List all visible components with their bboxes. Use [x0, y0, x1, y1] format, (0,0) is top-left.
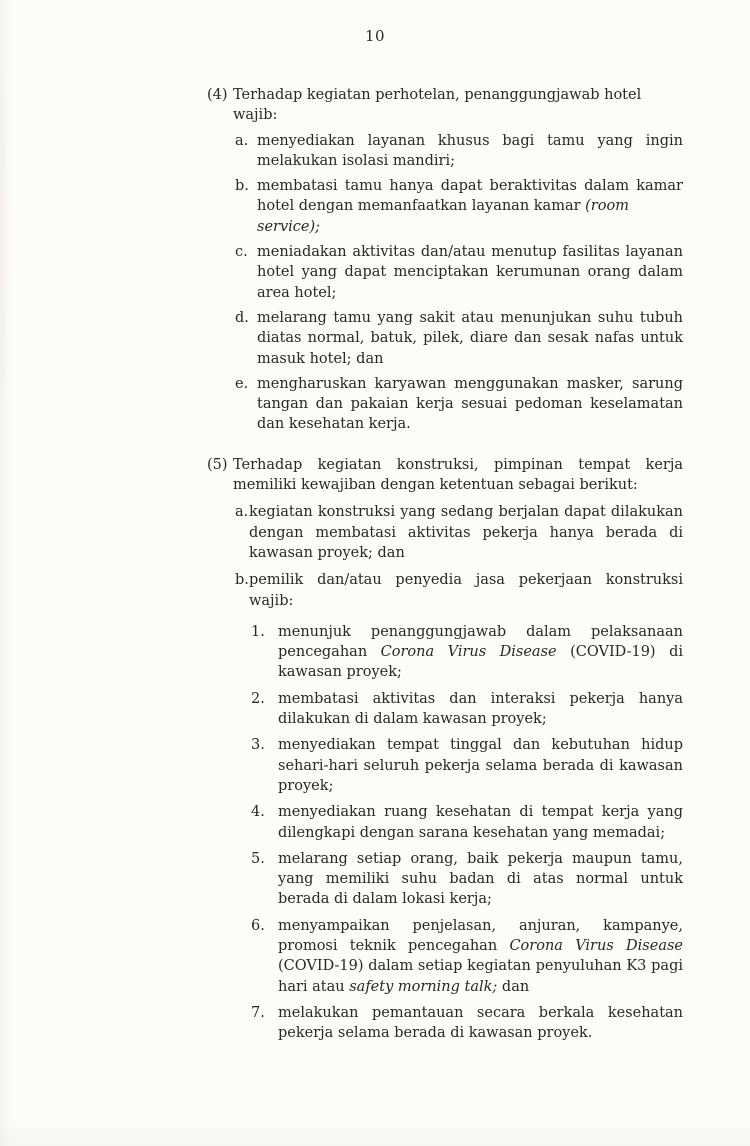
clause-5-intro: [0, 455, 750, 496]
text-line: berada di dalam lokasi kerja;: [278, 891, 492, 908]
text-line: meniadakan aktivitas dan/atau menutup fasilitas layanan: [257, 244, 683, 261]
text-line: kawasan proyek; dan: [249, 544, 405, 561]
clause-5-item-b-point-6: [0, 916, 750, 997]
list-marker: 6.: [251, 917, 265, 934]
list-marker: 1.: [251, 623, 265, 640]
list-marker: e.: [235, 375, 249, 392]
text-line: melarang tamu yang sakit atau menunjukan suhu tubuh: [257, 309, 683, 326]
clause-4-item-d: [0, 308, 750, 369]
text-line: melakukan isolasi mandiri;: [257, 152, 456, 169]
text-line: hotel dengan memanfaatkan layanan kamar (room service);: [257, 198, 629, 235]
list-marker: 5.: [251, 850, 265, 867]
text-line: dengan membatasi aktivitas pekerja hanya berada di: [249, 524, 683, 541]
list-marker: a.: [235, 504, 249, 521]
list-marker: (4): [207, 87, 228, 103]
text-line: Terhadap kegiatan perhotelan, penanggungjawab hotel wajib:: [233, 87, 642, 124]
list-marker: a.: [235, 132, 249, 149]
text-line: membatasi aktivitas dan interaksi pekerja hanya: [278, 690, 683, 707]
list-marker: 3.: [251, 737, 265, 754]
list-marker: 2.: [251, 690, 265, 707]
clause-5-item-b-point-7: [0, 1003, 750, 1044]
text-line: memiliki kewajiban dengan ketentuan sebagai berikut:: [233, 477, 638, 494]
text-line: Terhadap kegiatan konstruksi, pimpinan tempat kerja: [233, 456, 683, 473]
text-line: kegiatan konstruksi yang sedang berjalan dapat dilakukan: [249, 504, 683, 521]
text-line: menunjuk penanggungjawab dalam pelaksanaan: [278, 623, 683, 640]
text-line: sehari-hari seluruh pekerja selama berada di kawasan: [278, 757, 683, 774]
text-line: membatasi tamu hanya dapat beraktivitas dalam kamar: [257, 178, 683, 195]
clause-5-item-b-point-2: [0, 689, 750, 730]
list-marker: (5): [207, 456, 228, 473]
text-line: (COVID-19) dalam setiap kegiatan penyuluhan K3 pagi: [278, 958, 683, 975]
list-marker: c.: [235, 244, 248, 261]
page-number: 10: [364, 27, 386, 45]
text-line: pemilik dan/atau penyedia jasa pekerjaan konstruksi: [249, 572, 683, 589]
text-line: menyediakan tempat tinggal dan kebutuhan hidup: [278, 737, 683, 754]
clause-4-intro: [0, 85, 750, 126]
text-line: promosi teknik pencegahan Corona Virus Disease: [278, 937, 683, 954]
text-line: tangan dan pakaian kerja sesuai pedoman keselamatan: [257, 396, 683, 413]
text-line: diatas normal, batuk, pilek, diare dan sesak nafas untuk: [257, 330, 683, 347]
clause-4-item-b: [0, 176, 750, 237]
clause-5-item-a: [0, 502, 750, 563]
text-line: masuk hotel; dan: [257, 350, 384, 367]
text-line: pencegahan Corona Virus Disease (COVID-19) di: [278, 644, 683, 661]
text-line: melakukan pemantauan secara berkala kesehatan: [278, 1004, 683, 1021]
clause-5-item-b: [0, 570, 750, 611]
clause-5-item-b-point-1: [0, 622, 750, 683]
list-marker: 7.: [251, 1004, 265, 1021]
clause-5-item-b-point-4: [0, 802, 750, 843]
clause-5-item-b-point-3: [0, 735, 750, 796]
text-line: dilakukan di dalam kawasan proyek;: [278, 711, 547, 728]
text-line: area hotel;: [257, 284, 337, 301]
text-line: kawasan proyek;: [278, 664, 402, 681]
document-body: [0, 85, 750, 1043]
clause-4-item-a: [0, 131, 750, 172]
text-line: proyek;: [278, 777, 334, 794]
clause-4-item-c: [0, 242, 750, 303]
list-marker: 4.: [251, 804, 265, 821]
text-line: mengharuskan karyawan menggunakan masker, sarung: [257, 375, 683, 392]
text-line: menyampaikan penjelasan, anjuran, kampanye,: [278, 917, 683, 934]
text-line: menyediakan layanan khusus bagi tamu yang ingin: [257, 132, 683, 149]
clause-5-item-b-point-5: [0, 849, 750, 910]
text-line: pekerja selama berada di kawasan proyek.: [278, 1025, 593, 1042]
list-marker: b.: [235, 572, 249, 589]
text-line: menyediakan ruang kesehatan di tempat kerja yang: [278, 804, 683, 821]
scan-bottom-smudge: [0, 1120, 750, 1146]
text-line: melarang setiap orang, baik pekerja maupun tamu,: [278, 850, 683, 867]
list-marker: b.: [235, 178, 249, 195]
text-line: yang memiliki suhu badan di atas normal untuk: [278, 871, 683, 888]
list-marker: d.: [235, 309, 249, 326]
clause-4-item-e: [0, 374, 750, 435]
text-line: dilengkapi dengan sarana kesehatan yang memadai;: [278, 824, 666, 841]
text-line: wajib:: [249, 592, 294, 609]
text-line: hotel yang dapat menciptakan kerumunan orang dalam: [257, 264, 683, 281]
text-line: dan kesehatan kerja.: [257, 416, 411, 433]
text-line: hari atau safety morning talk; dan: [278, 978, 530, 995]
